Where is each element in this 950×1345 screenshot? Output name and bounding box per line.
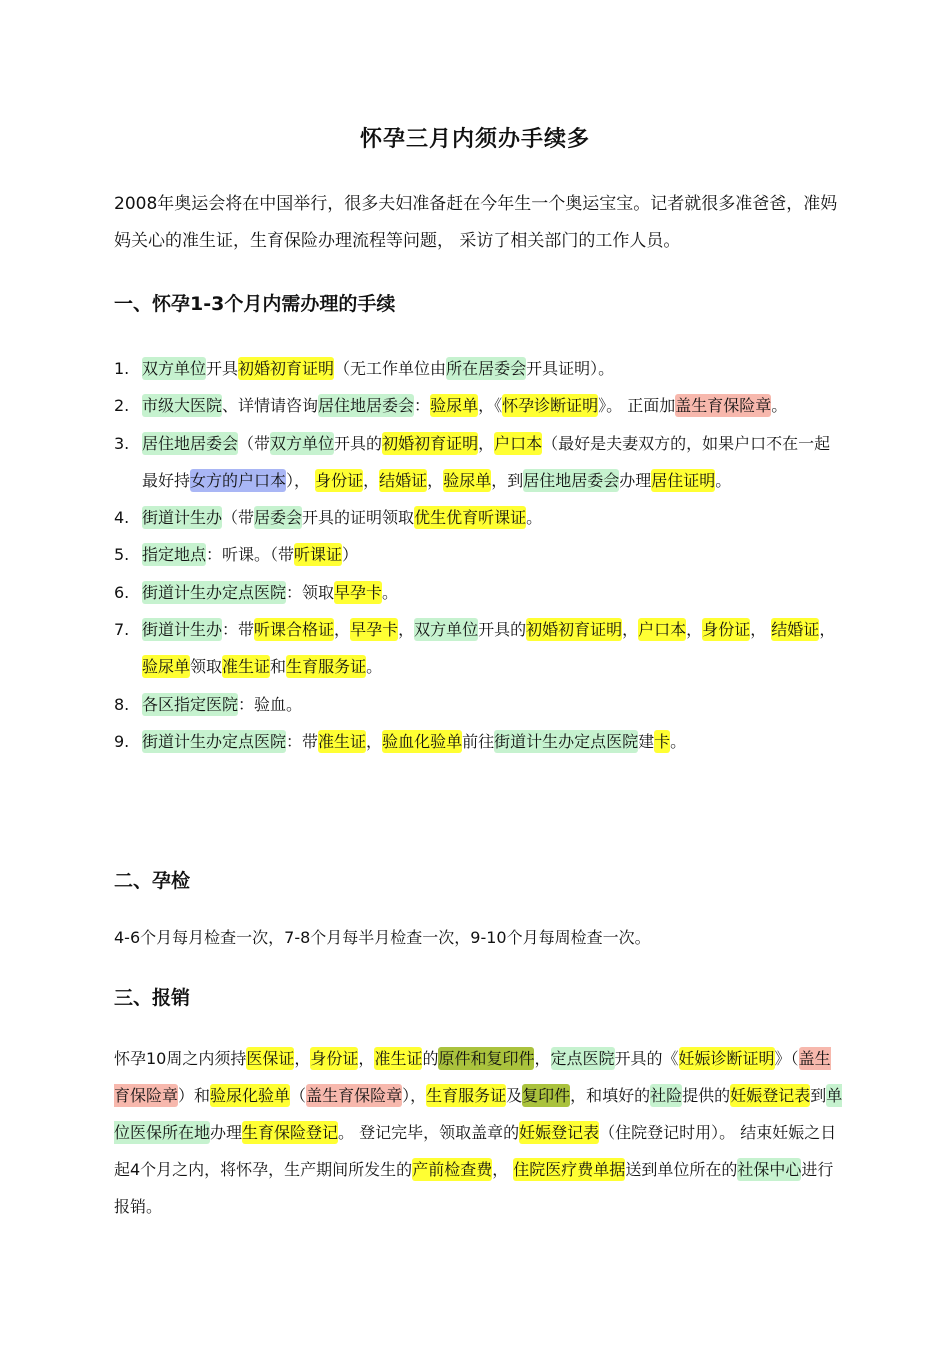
list-item (114, 387, 844, 424)
item-number: 6. (114, 582, 130, 602)
section-2-text: 4-6个月每月检查一次，7-8个月每半月检查一次，9-10个月每周检查一次。 (114, 928, 651, 947)
item-number: 4. (114, 508, 130, 528)
list-item (114, 499, 844, 536)
item-text: 街道计生办：带听课合格证，早孕卡，双方单位开具的初婚初育证明，户口本，身份证， 结婚证，验尿单领取准生证和生育服务证。 (142, 620, 836, 677)
document-title: 怀孕三月内须办手续多 (359, 127, 590, 152)
item-text: 街道计生办（带居委会开具的证明领取优生优育听课证。 (142, 508, 543, 528)
item-text: 街道计生办定点医院：带准生证，验血化验单前往街道计生办定点医院建卡。 (142, 731, 687, 751)
section-2-heading: 二、孕检 (114, 870, 191, 892)
section-3-heading: 三、报销 (114, 987, 191, 1009)
item-text: 各区指定医院：验血。 (142, 694, 303, 714)
list-item (114, 723, 844, 760)
item-text: 居住地居委会（带双方单位开具的初婚初育证明，户口本（最好是夫妻双方的，如果户口不在一起最好持女方的户口本）， 身份证，结婚证，验尿单，到居住地居委会办理居住证明。 (142, 433, 831, 490)
item-number: 7. (114, 620, 130, 640)
item-text: 街道计生办定点医院：领取早孕卡。 (142, 582, 399, 602)
list-item (114, 574, 844, 611)
item-number: 5. (114, 545, 130, 565)
list-item (114, 536, 844, 573)
item-text: 市级大医院、详情请咨询居住地居委会：验尿单，《怀孕诊断证明》。 正面加盖生育保险章。 (142, 396, 788, 416)
item-text: 指定地点：听课。（带听课证） (142, 545, 359, 565)
item-number: 8. (114, 694, 130, 714)
item-number: 1. (114, 359, 130, 378)
item-text: 双方单位开具初婚初育证明（无工作单位由所在居委会开具证明）。 (142, 359, 615, 378)
item-number: 2. (114, 396, 130, 416)
procedure-list (114, 350, 844, 760)
item-number: 9. (114, 731, 130, 751)
item-number: 3. (114, 433, 130, 453)
section-1-heading: 一、怀孕1-3个月内需办理的手续 (114, 293, 396, 315)
intro-paragraph: 2008年奥运会将在中国举行，很多夫妇准备赶在今年生一个奥运宝宝。记者就很多准爸爸，准妈妈关心的准生证，生育保险办理流程等问题， 采访了相关部门的工作人员。 (114, 194, 838, 251)
list-item (114, 686, 844, 723)
list-item (114, 425, 844, 500)
list-item (114, 350, 844, 387)
list-item (114, 611, 844, 686)
section-3-text: 怀孕10周之内须持医保证，身份证，准生证的原件和复印件，定点医院开具的《妊娠诊断证明》（盖生育保险章）和验尿化验单（盖生育保险章），生育服务证及复印件，和填好的社险提供的妊娠登记表到单位医保所在地办理生育保险登记。 登记完毕，领取盖章的妊娠登记表（住院登记时用）。 结束妊娠之日起4个月之内，将怀孕，生产期间所发生的产前检查费， 住院医疗费单据送到单位所在的社保中心进行报销。 (114, 1049, 843, 1216)
